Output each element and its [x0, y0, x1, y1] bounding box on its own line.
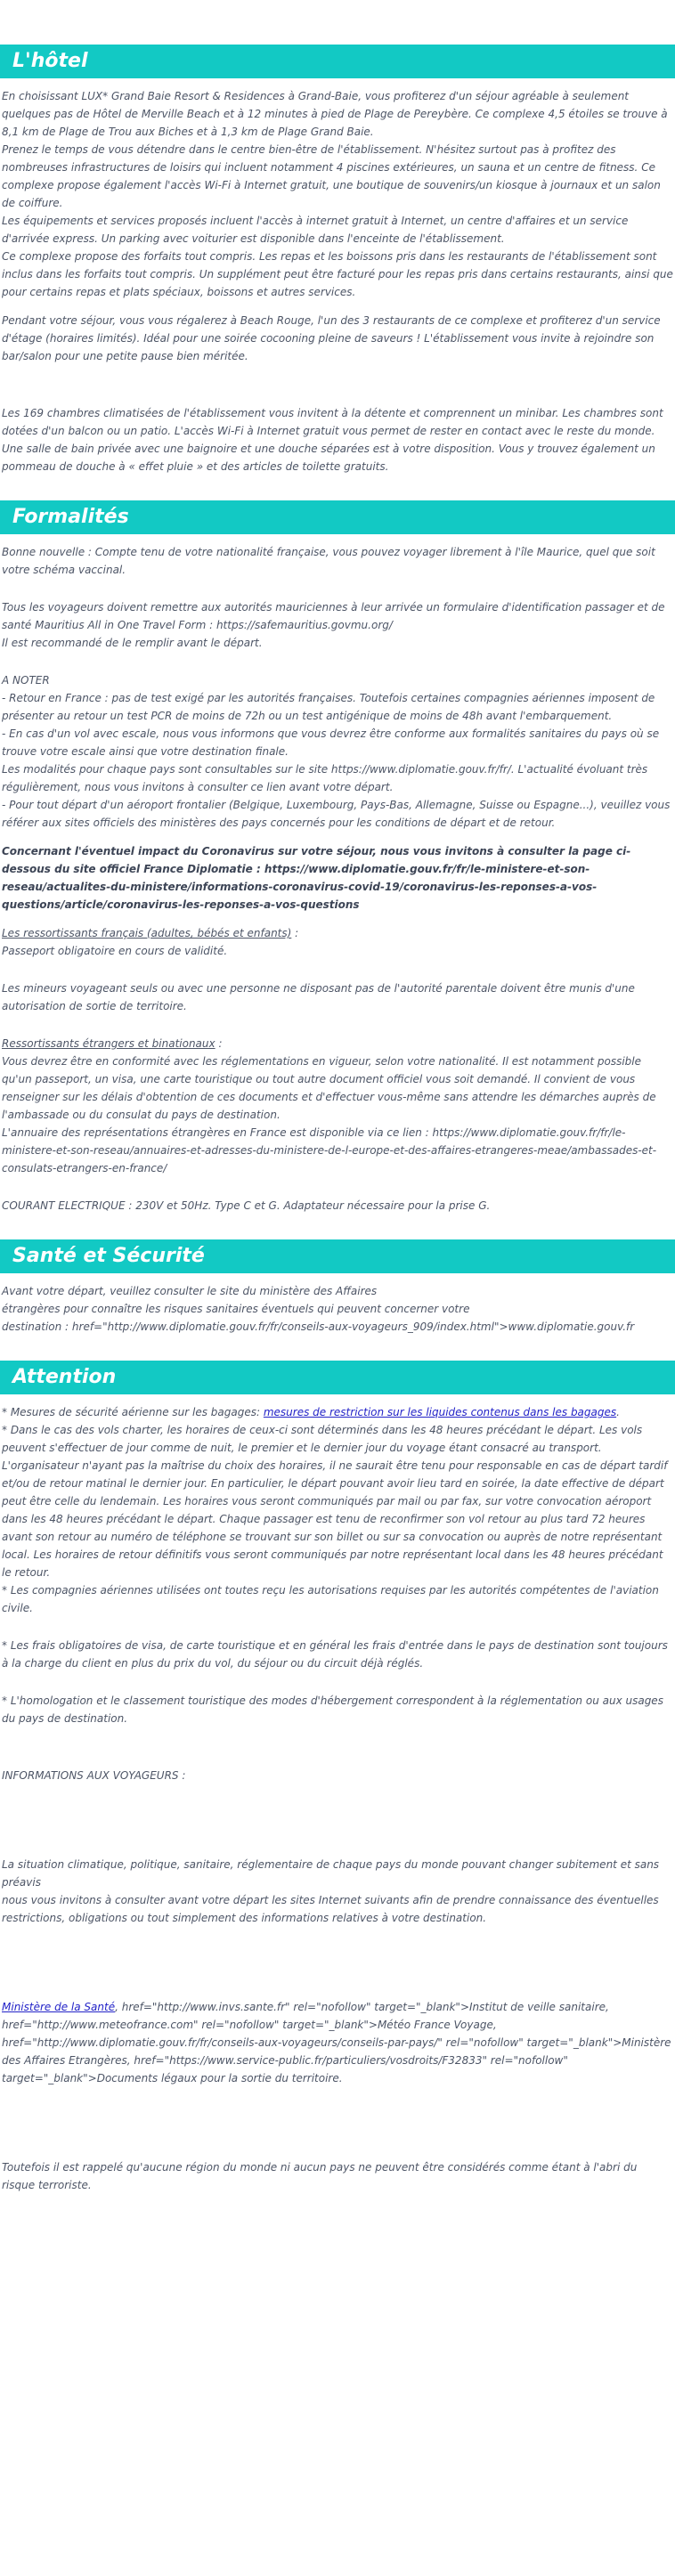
formalites-content	[0, 534, 675, 1215]
section-title-formalites: Formalités	[0, 500, 675, 534]
climat-text: nous vous invitons à consulter avant votre départ les sites Internet suivants afin de prendre connaissance des éventuelles restrictions, obligations ou tout simplement des informations relatives à votre destination.	[2, 1894, 659, 1924]
coronavirus-notice: Concernant l'éventuel impact du Coronavirus sur votre séjour, nous vous invitons à consulter la page ci-dessous du site officiel France Diplomatie : https://www.diplomatie.gouv.fr/fr/le-ministere-et-son-reseau/actualites-du-ministere/informations-coronavirus-covid-19/coronavirus-les-reponses-a-vos-questions/article/coronavirus-les-reponses-a-vos-questions	[2, 845, 631, 911]
note-title: A NOTER	[2, 674, 50, 687]
section-title-sante: Santé et Sécurité	[0, 1239, 675, 1273]
courant-electrique: COURANT ELECTRIQUE : 230V et 50Hz. Type C et G. Adaptateur nécessaire pour la prise G.	[2, 1199, 491, 1212]
annuaire-text: L'annuaire des représentations étrangères en France est disponible via ce lien : https://www.diplomatie.gouv.fr/fr/le-ministere-et-son-reseau/annuaires-et-adresses-du-ministere-de-l-europe-et-des-affaires-etrangeres-meae/ambassades-et-consulats-etrangers-en-france/	[2, 1126, 657, 1174]
period: .	[616, 1406, 620, 1418]
attention-content	[0, 1394, 675, 2194]
section-title-attention: Attention	[0, 1361, 675, 1394]
hotel-paragraph: En choisissant LUX* Grand Baie Resort & Residences à Grand-Baie, vous profiterez d'un séjour agréable à seulement quelques pas de Hôtel de Merville Beach et à 12 minutes à pied de Plage de Pereybère. Ce complexe 4,5 étoiles se trouve à 8,1 km de Plage de Trou aux Biches et à 1,3 km de Plage Grand Baie.	[2, 90, 668, 138]
hotel-paragraph: Les équipements et services proposés incluent l'accès à internet gratuit à Internet, un centre d'affaires et un service d'arrivée express. Un parking avec voiturier est disponible dans l'enceinte de l'établissement.	[2, 215, 629, 245]
minors-text: Les mineurs voyageant seuls ou avec une personne ne disposant pas de l'autorité parentale doivent être munis d'une autorisation de sortie de territoire.	[2, 982, 635, 1012]
formalites-paragraph: Il est recommandé de le remplir avant le départ.	[2, 637, 263, 649]
terror-warning: Toutefois il est rappelé qu'aucune région du monde ni aucun pays ne peuvent être considérés comme étant à l'abri du risque terroriste.	[2, 2161, 638, 2191]
hotel-paragraph: Les 169 chambres climatisées de l'établissement vous invitent à la détente et comprennent un minibar. Les chambres sont dotées d'un balcon ou un patio. L'accès Wi-Fi à Internet gratuit vous permet de rester en contact avec le reste du monde. Une salle de bain privée avec une baignoire et une douche séparées est à votre disposition. Vous y trouvez également un pommeau de douche à « effet pluie » et des articles de toilette gratuits.	[2, 407, 663, 473]
note-item: Les modalités pour chaque pays sont consultables sur le site https://www.diplomatie.gouv.fr/fr/. L'actualité évoluant très régulièrement, nous vous invitons à consulter ce lien avant votre départ.	[2, 763, 648, 793]
french-nationals-title: Les ressortissants français (adultes, bébés et enfants)	[2, 927, 292, 939]
hotel-content	[0, 78, 675, 475]
french-nationals-text: Passeport obligatoire en cours de validité.	[2, 945, 228, 957]
climat-text: La situation climatique, politique, sanitaire, réglementaire de chaque pays du monde pouvant changer subitement et sans préavis	[2, 1858, 660, 1889]
sante-content	[0, 1273, 675, 1336]
attention-item: * Les frais obligatoires de visa, de carte touristique et en général les frais d'entrée dans le pays de destination sont toujours à la charge du client en plus du prix du vol, du séjour ou du circuit déjà réglés.	[2, 1639, 668, 1670]
hotel-paragraph: Ce complexe propose des forfaits tout compris. Les repas et les boissons pris dans les restaurants de l'établissement sont inclus dans les forfaits tout compris. Un supplément peut être facturé pour les repas pris dans certains restaurants, ainsi que pour certains repas et plats spéciaux, boissons et autres services.	[2, 250, 673, 298]
note-item: - Retour en France : pas de test exigé par les autorités françaises. Toutefois certaines compagnies aériennes imposent de présenter au retour un test PCR de moins de 72h ou un test antigénique de moins de 48h avant l'embarquement.	[2, 692, 655, 722]
security-measures	[2, 1403, 673, 1421]
foreign-nationals-title: Ressortissants étrangers et binationaux	[2, 1037, 216, 1050]
attention-item: * L'homologation et le classement touristique des modes d'hébergement correspondent à la réglementation ou aux usages du pays de destination.	[2, 1694, 663, 1725]
formalites-paragraph: Bonne nouvelle : Compte tenu de votre nationalité française, vous pouvez voyager librement à l'île Maurice, quel que soit votre schéma vaccinal.	[2, 546, 655, 576]
security-measures-label: * Mesures de sécurité aérienne sur les bagages:	[2, 1406, 264, 1418]
links-text: , href="http://www.invs.sante.fr" rel="nofollow" target="_blank">Institut de veille sanitaire, href="http://www.meteofrance.com" rel="nofollow" target="_blank">Météo France Voyage, href="http://www.diplomatie.gouv.fr/fr/conseils-aux-voyageurs/conseils-par-pays/" rel="nofollow" target="_blank">Ministère des Affaires Etrangères, href="https://www.service-public.fr/particuliers/vosdroits/F32833" rel="nofollow" target="_blank">Documents légaux pour la sortie du territoire.	[2, 2001, 671, 2084]
info-voyageurs-title: INFORMATIONS AUX VOYAGEURS :	[2, 1769, 186, 1782]
formalites-paragraph: Tous les voyageurs doivent remettre aux autorités mauriciennes à leur arrivée un formulaire d'identification passager et de santé Mauritius All in One Travel Form : https://safemauritius.govmu.org/	[2, 601, 665, 631]
sante-line: étrangères pour connaître les risques sanitaires éventuels qui peuvent concerner votre	[2, 1303, 470, 1315]
colon: :	[291, 927, 299, 939]
note-item: - En cas d'un vol avec escale, nous vous informons que vous devrez être conforme aux formalités sanitaires du pays où se trouve votre escale ainsi que votre destination finale.	[2, 727, 660, 758]
attention-item: * Les compagnies aériennes utilisées ont toutes reçu les autorisations requises par les autorités compétentes de l'aviation civile.	[2, 1584, 659, 1614]
liquids-restriction-link[interactable]: mesures de restriction sur les liquides contenus dans les bagages	[263, 1406, 617, 1418]
sante-line: Avant votre départ, veuillez consulter le site du ministère des Affaires	[2, 1285, 378, 1297]
foreign-nationals-heading	[2, 1035, 673, 1052]
colon: :	[215, 1037, 223, 1050]
links-paragraph	[2, 1998, 673, 2087]
ministere-sante-link[interactable]: Ministère de la Santé	[2, 2001, 116, 2013]
hotel-paragraph: Pendant votre séjour, vous vous régalerez à Beach Rouge, l'un des 3 restaurants de ce complexe et profiterez d'un service d'étage (horaires limités). Idéal pour une soirée cocooning pleine de saveurs ! L'établissement vous invite à rejoindre son bar/salon pour une petite pause bien méritée.	[2, 314, 661, 362]
section-title-hotel: L'hôtel	[0, 45, 675, 78]
attention-item: * Dans le cas des vols charter, les horaires de ceux-ci sont déterminés dans les 48 heures précédant le départ. Les vols peuvent s'effectuer de jour comme de nuit, le premier et le dernier jour du voyage étant consacré au transport. L'organisateur n'ayant pas la maîtrise du choix des horaires, il ne saurait être tenu pour responsable en cas de départ tardif et/ou de retour matinal le dernier jour. En particulier, le départ pouvant avoir lieu tard en soirée, la date effective de départ peut être celle du lendemain. Les horaires vous seront communiqués par mail ou par fax, sur votre convocation aéroport dans les 48 heures précédant le départ. Chaque passager est tenu de reconfirmer son vol retour au plus tard 72 heures avant son retour au numéro de téléphone se trouvant sur son billet ou sur sa convocation ou auprès de notre représentant local. Les horaires de retour définitifs vous seront communiqués par notre représentant local dans les 48 heures précédant le retour.	[2, 1424, 668, 1579]
hotel-paragraph: Prenez le temps de vous détendre dans le centre bien-être de l'établissement. N'hésitez surtout pas à profitez des nombreuses infrastructures de loisirs qui incluent notamment 4 piscines extérieures, un sauna et un centre de fitness. Ce complexe propose également l'accès Wi-Fi à Internet gratuit, une boutique de souvenirs/un kiosque à journaux et un salon de coiffure.	[2, 143, 661, 209]
note-item: - Pour tout départ d'un aéroport frontalier (Belgique, Luxembourg, Pays-Bas, Allemagne, Suisse ou Espagne...), veuillez vous référer aux sites officiels des ministères des pays concernés pour les conditions de départ et de retour.	[2, 799, 671, 829]
french-nationals-heading	[2, 924, 673, 942]
foreign-nationals-text: Vous devrez être en conformité avec les réglementations en vigueur, selon votre nationalité. Il est notamment possible qu'un passeport, un visa, une carte touristique ou tout autre document officiel vous soit demandé. Il convient de vous renseigner sur les délais d'obtention de ces documents et d'effectuer vous-même sans attendre les démarches auprès de l'ambassade ou du consulat du pays de destination.	[2, 1055, 656, 1121]
sante-line: destination : href="http://www.diplomatie.gouv.fr/fr/conseils-aux-voyageurs_909/index.html">www.diplomatie.gouv.fr	[2, 1321, 635, 1333]
